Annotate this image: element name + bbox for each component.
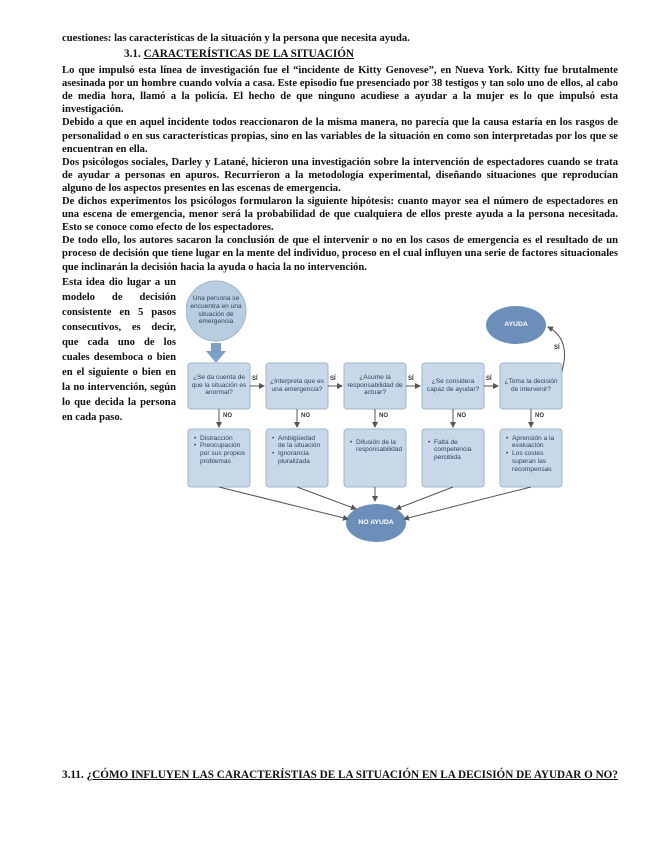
- no-tag-1: NO: [223, 412, 232, 419]
- subsection-heading: [62, 768, 618, 783]
- to-no-help-5: [404, 487, 531, 519]
- to-no-help-1: [219, 487, 348, 519]
- top-line: cuestiones: las características de la situación y la persona que necesita ayuda.: [62, 33, 410, 44]
- no-tag-3: NO: [379, 412, 388, 419]
- paragraph-5: De todo ello, los autores sacaron la conclusión de que el intervenir o no en los casos de emergencia es el resultado de un proceso de decisión que tiene lugar en la mente del individuo, proceso en el cual influyen una serie de factores situacionales que inclinarán la decisión hacia la ayuda o hacia la no intervención.: [62, 235, 618, 273]
- factor-item: • Ignorancia pluralizada: [272, 450, 324, 466]
- factor-list-1: [188, 431, 250, 466]
- factor-item: • Aprensión a la evaluación: [506, 435, 558, 451]
- step-label-5: ¿Toma la decisión de intervenir?: [504, 377, 558, 393]
- step-label-3: ¿Asume la responsabilidad de actuar?: [347, 373, 403, 397]
- yes-tag-4: SÍ: [486, 375, 492, 382]
- no-tag-5: NO: [535, 412, 544, 419]
- yes-tag-3: SÍ: [408, 375, 414, 382]
- paragraph-1: Lo que impulsó esta línea de investigación fue el “incidente de Kitty Genovese”, en Nueva York. Kitty fue brutalmente asesinada por un hombre cuando volvía a casa. Este episodio fue presenciado por 38 testigos y tan solo uno de ellos, al cabo de media hora, llamó a la policía. El hecho de que ninguno acudiese a ayudar a la mujer es lo que impulsó esta investigación.: [62, 65, 618, 116]
- start-label: Una persona se encuentra en una situación de emergencia: [190, 295, 242, 326]
- yes-tag-2: SÍ: [330, 375, 336, 382]
- to-no-help-4: [396, 487, 453, 509]
- paragraph-4: De dichos experimentos los psicólogos formularon la siguiente hipótesis: cuanto mayor sea el número de espectadores en una escena de emergencia, menor será la probabilidad de que cualquiera de ellos preste ayuda a la persona necesitada. Esto se conoce como efecto de los espectadores.: [62, 196, 618, 234]
- step-label-1: ¿Se da cuenta de que la situación es anormal?: [191, 373, 247, 397]
- factor-list-5: [500, 431, 562, 474]
- paragraph-3: Dos psicólogos sociales, Darley y Latané, hicieron una investigación sobre la intervención de espectadores cuando se trata de ayudar a personas en apuros. Recurrieron a la metodología experimental, diseñando situaciones que reproducían alguno de los aspectos presentes en las escenas de emergencia.: [62, 156, 618, 194]
- decision-model-figure: [186, 279, 566, 551]
- factor-list-3: [344, 435, 406, 455]
- no-help-label: NO AYUDA: [358, 518, 394, 526]
- to-no-help-2: [297, 487, 356, 509]
- document-page: [62, 32, 618, 551]
- figure-row: [62, 275, 618, 551]
- subsection-number: 3.11.: [62, 769, 84, 781]
- yes-tag-5: SÍ: [554, 344, 560, 351]
- factor-list-4: [422, 435, 484, 462]
- step-label-4: ¿Se considera capaz de ayudar?: [426, 377, 480, 393]
- subsection-title: ¿CÓMO INFLUYEN LAS CARACTERÍSTIAS DE LA SITUACIÓN EN LA DECISIÓN DE AYUDAR O NO?: [86, 769, 618, 781]
- factor-item: • Falta de competencia percibida: [428, 439, 480, 462]
- no-tag-2: NO: [301, 412, 310, 419]
- help-label: AYUDA: [504, 320, 528, 328]
- factor-item: • Distracción: [194, 435, 246, 443]
- factor-item: • Preocupación por sus propios problemas: [194, 442, 246, 465]
- factor-item: • Ambigüedad de la situación: [272, 435, 324, 451]
- start-arrow: [206, 343, 226, 363]
- factor-list-2: [266, 431, 328, 466]
- step-label-2: ¿Interpreta que es una emergencia?: [270, 377, 324, 393]
- paragraph-2: Debido a que en aquel incidente todos reaccionaron de la misma manera, no parecía que la causa estaría en los rasgos de personalidad o en sus características propias, sino en las variables de la situación en como son interpretadas por los que se encuentran en ella.: [62, 117, 618, 155]
- section-number: 3.1.: [124, 48, 141, 61]
- section-heading: [124, 47, 618, 61]
- figure-graphics: [186, 279, 566, 551]
- yes-tag-1: SÍ: [252, 375, 258, 382]
- no-tag-4: NO: [457, 412, 466, 419]
- section-title: CARACTERÍSTICAS DE LA SITUACIÓN: [143, 48, 355, 61]
- factor-item: • Los costes superan las recompensas: [506, 450, 558, 473]
- factor-item: • Difusión de la responsabilidad: [350, 439, 402, 455]
- side-text: Esta idea dio lugar a un modelo de decisión consistente en 5 pasos consecutivos, es decir, que cada uno de los cuales desemboca o bien en el siguiente o bien en la no intervención, según lo que decida la persona en cada paso.: [62, 276, 176, 424]
